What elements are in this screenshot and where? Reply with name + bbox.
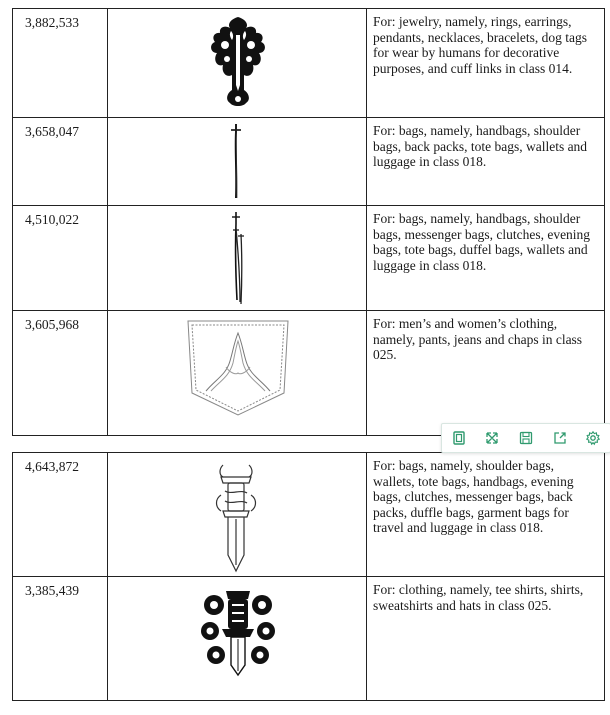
trademark-table-top bbox=[12, 8, 605, 436]
fit-page-icon bbox=[451, 430, 467, 446]
registration-number: 3,605,968 bbox=[25, 317, 79, 332]
goods-description: For: jewelry, namely, rings, earrings, pendants, necklaces, bracelets, dog tags for wear by humans for decorative purposes, and cuff links in class 014. bbox=[373, 14, 588, 76]
expand-button[interactable] bbox=[481, 427, 503, 449]
save-icon bbox=[518, 430, 534, 446]
fit-page-button[interactable] bbox=[448, 427, 470, 449]
table-row bbox=[13, 206, 605, 311]
table-row bbox=[13, 9, 605, 118]
dagger-with-ribbon-icon bbox=[211, 461, 261, 573]
single-dagger-icon bbox=[226, 122, 246, 202]
table-row bbox=[13, 311, 605, 436]
table-row bbox=[13, 453, 605, 577]
registration-number: 3,882,533 bbox=[25, 15, 79, 30]
goods-description: For: men’s and women’s clothing, namely, pants, jeans and chaps in class 025. bbox=[373, 316, 583, 362]
registration-number: 4,643,872 bbox=[25, 459, 79, 474]
save-button[interactable] bbox=[515, 427, 537, 449]
goods-description: For: bags, namely, shoulder bags, wallets, tote bags, handbags, evening bags, clutches, messenger bags, back packs, duffle bags, garment bags for travel and luggage in class 018. bbox=[373, 458, 574, 535]
expand-icon bbox=[484, 430, 500, 446]
floating-toolbar bbox=[441, 423, 610, 453]
goods-description: For: clothing, namely, tee shirts, shirts, sweatshirts and hats in class 025. bbox=[373, 582, 584, 613]
share-icon bbox=[552, 430, 568, 446]
dagger-floral-crest-icon bbox=[200, 585, 276, 677]
settings-icon bbox=[585, 430, 601, 446]
goods-description: For: bags, namely, handbags, shoulder bags, back packs, tote bags, wallets and luggage in class 018. bbox=[373, 123, 588, 169]
trademark-table-bottom bbox=[12, 452, 605, 701]
triple-dagger-icon bbox=[226, 210, 250, 306]
registration-number: 3,658,047 bbox=[25, 124, 79, 139]
registration-number: 4,510,022 bbox=[25, 212, 79, 227]
goods-description: For: bags, namely, handbags, shoulder bags, messenger bags, clutches, evening bags, tote bags, duffel bags, wallets and luggage in class 018. bbox=[373, 211, 591, 273]
table-row bbox=[13, 118, 605, 206]
share-button[interactable] bbox=[549, 427, 571, 449]
ornate-dagger-crest-icon bbox=[203, 15, 273, 110]
jeans-pocket-icon bbox=[186, 319, 290, 419]
table-row bbox=[13, 577, 605, 701]
settings-button[interactable] bbox=[582, 427, 604, 449]
registration-number: 3,385,439 bbox=[25, 583, 79, 598]
